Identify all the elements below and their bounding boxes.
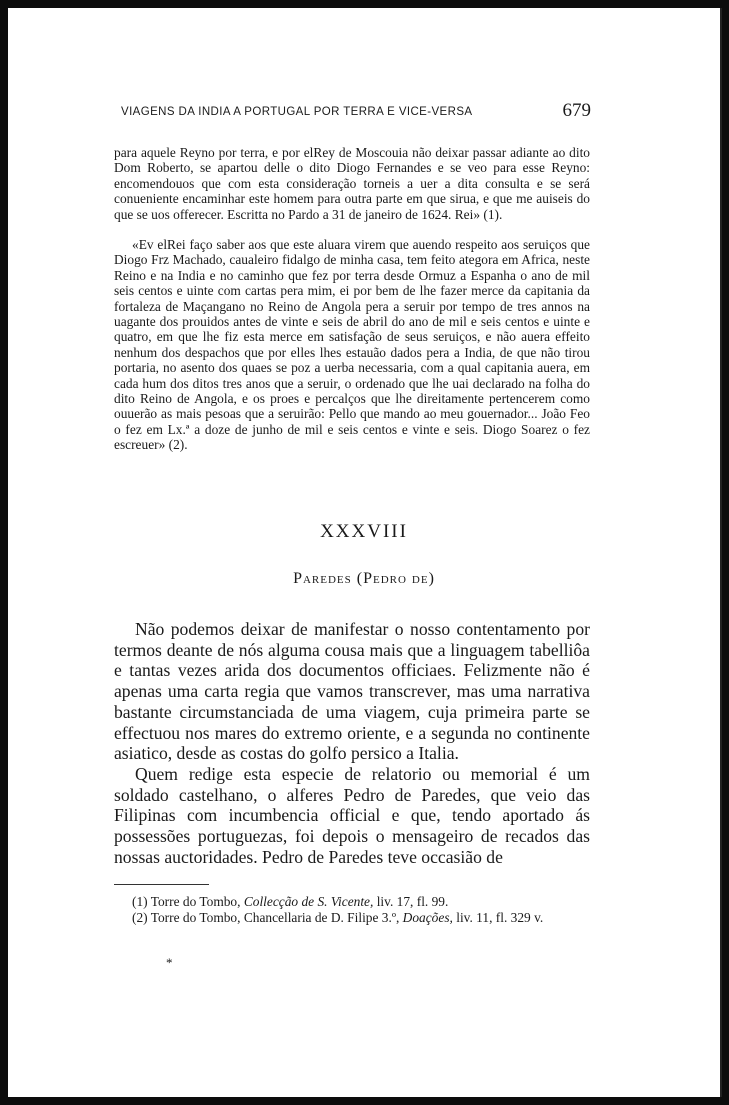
- quote-paragraph-2: «Ev elRei faço saber aos que este aluara virem que auendo respeito aos seruiços que Diogo Frz Machado, caualeiro fidalgo de minha casa, tem feito ategora em Africa, neste Reino e na India e no caminho que fez por terra desde Ormuz a Espanha o ano de mil seis centos e uinte com cartas pera mim, ei por bem de lhe fazer merce da capitania da fortaleza de Maçangano no Reino de Angola pera a seruir por tempo de tres annos na uagante dos prouidos antes de vinte e seis de abril do ano de mil e seis centos e uinte e quatro, em que lhe fiz esta merce em satisfação de seus seruiços, e não auera effeito nenhum dos despachos que por elles lhes estauão dados pera a India, de que não tirou portaria, no asento dos quaes se poz a uerba necessaria, com a qual capitania auera, em cada hum dos ditos tres anos que a seruir, o ordenado que lhe uai declarado na folha do dito Reino de Angola, e os proes e percalços que lhe direitamente pertencerem como ouuerão as mais pesoas que a seruirão: Pello que mando ao meu gouernador... João Feo o fez em Lx.ª a doze de junho de mil e seis centos e vinte e seis. Diogo Soarez o fez escreuer» (2).: [114, 237, 590, 453]
- quote-paragraph-1: para aquele Reyno por terra, e por elRey de Moscouia não deixar passar adiante ao dito Dom Roberto, se apartou delle o dito Diogo Fernandes e se veo para esse Reyno: encomendouos que com esta consideração torneis a uer a dita consulta e se será conueniente encaminhar este homem para outra parte em que sirua, e que me auiseis do que se uos offerecer. Escritta no Pardo a 31 de janeiro de 1624. Rei» (1).: [114, 145, 590, 222]
- footnote-rule: [114, 884, 209, 885]
- chapter-title: Paredes (Pedro de): [293, 570, 435, 587]
- quoted-alvara: [114, 237, 590, 453]
- footnotes: [114, 894, 590, 925]
- chapter-body: [114, 619, 590, 867]
- footnote-1: (1) Torre do Tombo, Collecção de S. Vicente, liv. 17, fl. 99.: [132, 894, 449, 909]
- signature-mark: *: [166, 955, 173, 970]
- running-head: VIAGENS DA INDIA A PORTUGAL POR TERRA E VICE-VERSA: [121, 106, 473, 118]
- page-number: 679: [562, 100, 591, 121]
- quoted-letter: [114, 145, 590, 222]
- book-page: [8, 8, 722, 1097]
- footnote-2: (2) Torre do Tombo, Chancellaria de D. Filipe 3.º, Doações, liv. 11, fl. 329 v.: [132, 909, 544, 925]
- chapter-number: XXXVIII: [320, 521, 408, 542]
- body-paragraph-1: Não podemos deixar de manifestar o nosso contentamento por termos deante de nós alguma cousa mais que a linguagem tabelliôa e tantas vezes arida dos documentos officiaes. Felizmente não é apenas uma carta regia que vamos transcrever, mas uma narrativa bastante circumstanciada de uma viagem, cuja primeira parte se effectuou nos mares do extremo oriente, e a segunda no continente asiatico, desde as costas do golfo persico a Italia.: [114, 619, 590, 764]
- body-paragraph-2: Quem redige esta especie de relatorio ou memorial é um soldado castelhano, o alferes Pedro de Paredes, que veio das Filipinas com incumbencia official e que, tendo aportado ás possessões portuguezas, foi depois o mensageiro de recados das nossas auctoridades. Pedro de Paredes teve occasião de: [114, 763, 590, 867]
